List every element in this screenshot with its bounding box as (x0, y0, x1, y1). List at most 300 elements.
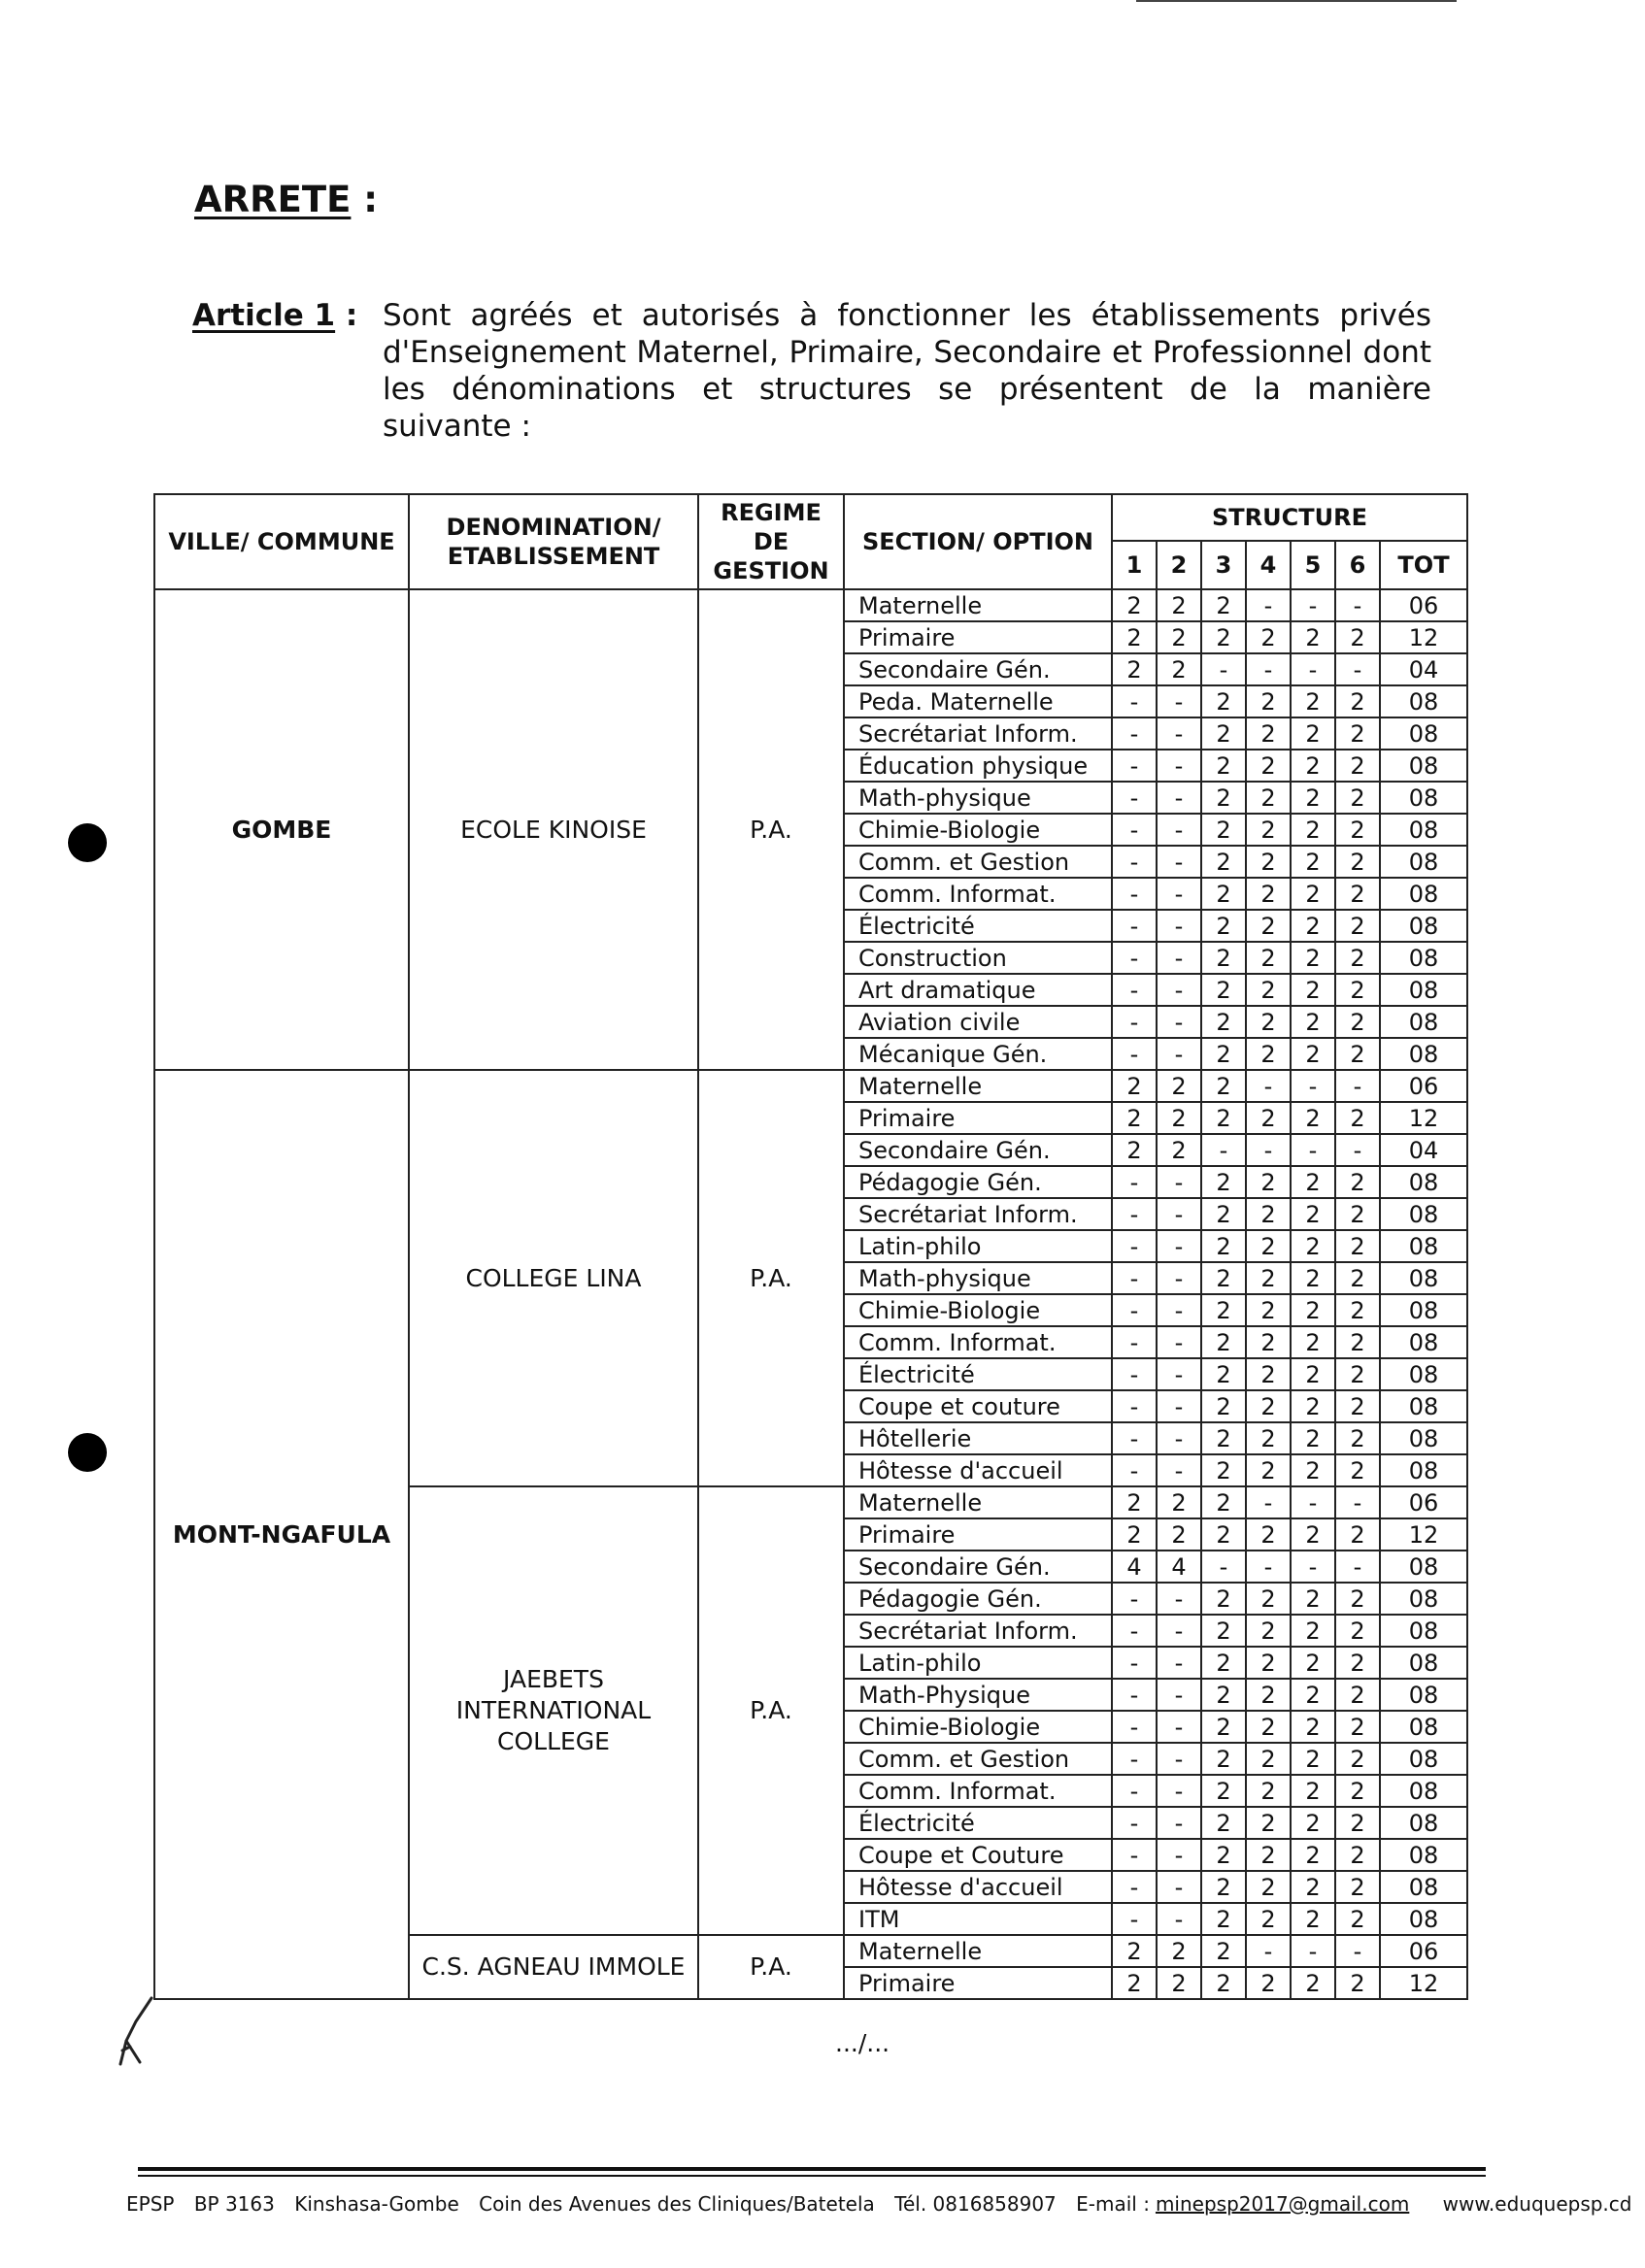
structure-cell: - (1157, 1454, 1201, 1486)
structure-cell: - (1157, 1871, 1201, 1903)
structure-cell: - (1246, 1134, 1291, 1166)
structure-cell: 2 (1335, 974, 1380, 1006)
structure-cell: 2 (1201, 1422, 1246, 1454)
structure-cell: - (1157, 1166, 1201, 1198)
option-cell: Art dramatique (844, 974, 1112, 1006)
structure-cell: 2 (1201, 1294, 1246, 1326)
structure-cell: 2 (1201, 1390, 1246, 1422)
structure-cell: - (1112, 1230, 1157, 1262)
structure-cell: - (1112, 1807, 1157, 1839)
structure-cell: 2 (1246, 1262, 1291, 1294)
regime-cell: P.A. (698, 1486, 844, 1935)
option-cell: Comm. Informat. (844, 878, 1112, 910)
footer-rule-thin (138, 2175, 1486, 2177)
structure-cell: - (1335, 1935, 1380, 1967)
structure-cell: 2 (1335, 878, 1380, 910)
total-cell: 08 (1380, 1422, 1467, 1454)
option-cell: Aviation civile (844, 1006, 1112, 1038)
structure-cell: 2 (1291, 1294, 1335, 1326)
option-cell: Latin-philo (844, 1230, 1112, 1262)
option-cell: Mécanique Gén. (844, 1038, 1112, 1070)
total-cell: 08 (1380, 685, 1467, 717)
table-body (154, 589, 1467, 1999)
structure-cell: 2 (1157, 1070, 1201, 1102)
structure-cell: 2 (1157, 1967, 1201, 1999)
structure-cell: - (1112, 910, 1157, 942)
structure-cell: 2 (1335, 846, 1380, 878)
option-cell: Primaire (844, 1967, 1112, 1999)
option-cell: Chimie-Biologie (844, 814, 1112, 846)
structure-cell: 2 (1201, 1166, 1246, 1198)
structure-cell: - (1112, 1743, 1157, 1775)
structure-cell: - (1246, 589, 1291, 621)
structure-cell: - (1112, 1262, 1157, 1294)
structure-cell: 2 (1291, 685, 1335, 717)
structure-cell: - (1157, 782, 1201, 814)
structure-cell: 2 (1291, 1038, 1335, 1070)
structure-cell: 2 (1335, 942, 1380, 974)
structure-cell: 2 (1246, 717, 1291, 750)
structure-cell: 2 (1246, 1422, 1291, 1454)
option-cell: Pédagogie Gén. (844, 1166, 1112, 1198)
structure-cell: 2 (1335, 1967, 1380, 1999)
option-cell: Hôtesse d'accueil (844, 1871, 1112, 1903)
initials-mark (115, 1992, 163, 2070)
structure-cell: 4 (1112, 1551, 1157, 1583)
structure-cell: - (1112, 1775, 1157, 1807)
structure-cell: - (1157, 1326, 1201, 1358)
header-denomination: DENOMINATION/ ETABLISSEMENT (409, 494, 698, 589)
option-cell: Coupe et Couture (844, 1839, 1112, 1871)
total-cell: 12 (1380, 1518, 1467, 1551)
structure-cell: 2 (1112, 653, 1157, 685)
structure-cell: - (1291, 1070, 1335, 1102)
structure-cell: - (1112, 974, 1157, 1006)
option-cell: Hôtesse d'accueil (844, 1454, 1112, 1486)
structure-cell: 2 (1291, 1775, 1335, 1807)
structure-cell: - (1157, 1647, 1201, 1679)
option-cell: Chimie-Biologie (844, 1294, 1112, 1326)
total-cell: 08 (1380, 1839, 1467, 1871)
structure-cell: 2 (1291, 1454, 1335, 1486)
structure-cell: 2 (1335, 685, 1380, 717)
footer-web[interactable]: www.eduquepsp.cd (1442, 2192, 1632, 2216)
structure-cell: 2 (1335, 814, 1380, 846)
structure-cell: 2 (1291, 1615, 1335, 1647)
structure-cell: - (1246, 1935, 1291, 1967)
structure-cell: 2 (1291, 1326, 1335, 1358)
total-cell: 12 (1380, 1102, 1467, 1134)
structure-cell: - (1157, 878, 1201, 910)
structure-cell: 2 (1246, 1615, 1291, 1647)
structure-cell: 2 (1201, 1518, 1246, 1551)
structure-cell: 2 (1335, 621, 1380, 653)
school-name-cell: COLLEGE LINA (409, 1070, 698, 1486)
total-cell: 06 (1380, 589, 1467, 621)
structure-cell: 2 (1335, 1006, 1380, 1038)
structure-cell: 2 (1201, 878, 1246, 910)
structure-cell: 2 (1291, 1390, 1335, 1422)
continuation-mark: .../... (835, 2029, 890, 2057)
structure-cell: 2 (1291, 782, 1335, 814)
structure-cell: 2 (1246, 1647, 1291, 1679)
commune-cell: GOMBE (154, 589, 409, 1070)
structure-cell: - (1112, 1294, 1157, 1326)
structure-cell: - (1157, 910, 1201, 942)
punch-hole-dot (68, 823, 107, 862)
structure-cell: - (1157, 1006, 1201, 1038)
structure-cell: 2 (1335, 750, 1380, 782)
page-heading (194, 179, 378, 220)
structure-cell: - (1112, 1903, 1157, 1935)
structure-cell: - (1157, 750, 1201, 782)
regime-cell: P.A. (698, 589, 844, 1070)
structure-cell: 2 (1335, 1230, 1380, 1262)
total-cell: 08 (1380, 1326, 1467, 1358)
structure-cell: 2 (1201, 1807, 1246, 1839)
structure-cell: - (1246, 1486, 1291, 1518)
total-cell: 08 (1380, 750, 1467, 782)
footer-rule (138, 2167, 1486, 2171)
option-cell: Comm. Informat. (844, 1326, 1112, 1358)
structure-cell: - (1112, 1422, 1157, 1454)
structure-cell: - (1157, 1711, 1201, 1743)
structure-cell: 2 (1335, 1262, 1380, 1294)
structure-cell: - (1157, 1390, 1201, 1422)
structure-cell: 2 (1246, 1711, 1291, 1743)
structure-cell: 2 (1335, 1711, 1380, 1743)
structure-cell: 2 (1291, 1230, 1335, 1262)
structure-cell: 2 (1201, 621, 1246, 653)
structure-cell: 2 (1246, 685, 1291, 717)
structure-cell: - (1112, 1583, 1157, 1615)
structure-cell: 2 (1246, 1390, 1291, 1422)
structure-cell: 2 (1246, 878, 1291, 910)
structure-cell: 2 (1335, 1166, 1380, 1198)
structure-cell: - (1112, 1615, 1157, 1647)
header-col-6: 6 (1335, 541, 1380, 589)
structure-cell: - (1112, 1839, 1157, 1871)
option-cell: Primaire (844, 1102, 1112, 1134)
header-col-3: 3 (1201, 541, 1246, 589)
structure-cell: 2 (1246, 1903, 1291, 1935)
structure-cell: 2 (1335, 1615, 1380, 1647)
total-cell: 08 (1380, 1647, 1467, 1679)
total-cell: 04 (1380, 1134, 1467, 1166)
structure-cell: 2 (1201, 1775, 1246, 1807)
structure-cell: - (1291, 653, 1335, 685)
footer (126, 2192, 1645, 2216)
structure-cell: - (1201, 1134, 1246, 1166)
footer-bp: BP 3163 (193, 2192, 275, 2216)
structure-cell: - (1246, 653, 1291, 685)
structure-cell: 2 (1291, 1743, 1335, 1775)
option-cell: Pédagogie Gén. (844, 1583, 1112, 1615)
structure-cell: 2 (1201, 1839, 1246, 1871)
structure-cell: 2 (1201, 1358, 1246, 1390)
structure-cell: 2 (1201, 1615, 1246, 1647)
structure-cell: 2 (1201, 717, 1246, 750)
structure-cell: 2 (1201, 942, 1246, 974)
structure-cell: 2 (1335, 1775, 1380, 1807)
structure-cell: - (1157, 942, 1201, 974)
structure-cell: - (1157, 717, 1201, 750)
total-cell: 08 (1380, 1807, 1467, 1839)
structure-cell: - (1335, 1486, 1380, 1518)
structure-cell: 2 (1157, 589, 1201, 621)
structure-cell: 2 (1246, 1583, 1291, 1615)
structure-cell: 2 (1246, 1198, 1291, 1230)
structure-cell: 2 (1201, 1967, 1246, 1999)
structure-cell: 2 (1201, 589, 1246, 621)
total-cell: 04 (1380, 653, 1467, 685)
option-cell: Éducation physique (844, 750, 1112, 782)
total-cell: 08 (1380, 942, 1467, 974)
structure-cell: - (1112, 878, 1157, 910)
structure-cell: 2 (1246, 814, 1291, 846)
article-text: Sont agréés et autorisés à fonctionner les établissements privés d'Enseignement Maternel, Primaire, Secondaire et Professionnel dont les dénominations et structures se présentent de la manière suivante : (383, 298, 1431, 444)
school-name-cell: JAEBETS INTERNATIONAL COLLEGE (409, 1486, 698, 1935)
footer-email[interactable]: minepsp2017@gmail.com (1155, 2192, 1410, 2216)
total-cell: 08 (1380, 878, 1467, 910)
total-cell: 08 (1380, 1358, 1467, 1390)
structure-cell: 2 (1201, 1038, 1246, 1070)
structure-cell: - (1112, 1390, 1157, 1422)
structure-cell: 2 (1157, 1134, 1201, 1166)
total-cell: 08 (1380, 1262, 1467, 1294)
option-cell: Primaire (844, 621, 1112, 653)
structure-cell: - (1157, 814, 1201, 846)
structure-cell: 2 (1112, 1967, 1157, 1999)
option-cell: Coupe et couture (844, 1390, 1112, 1422)
article-label (192, 297, 357, 334)
structure-cell: - (1291, 1935, 1335, 1967)
header-regime: REGIME DE GESTION (698, 494, 844, 589)
structure-cell: 2 (1335, 782, 1380, 814)
table-row (154, 1070, 1467, 1102)
structure-cell: 2 (1291, 1807, 1335, 1839)
header-ville: VILLE/ COMMUNE (154, 494, 409, 589)
structure-cell: - (1112, 1871, 1157, 1903)
structure-cell: 2 (1246, 1294, 1291, 1326)
structure-cell: - (1112, 1358, 1157, 1390)
structure-cell: 2 (1291, 717, 1335, 750)
structure-cell: 2 (1246, 782, 1291, 814)
structure-cell: - (1291, 1134, 1335, 1166)
total-cell: 12 (1380, 621, 1467, 653)
structure-cell: 2 (1201, 1711, 1246, 1743)
structure-cell: - (1112, 1679, 1157, 1711)
structure-cell: 2 (1291, 1166, 1335, 1198)
structure-cell: 2 (1335, 1102, 1380, 1134)
structure-cell: 2 (1291, 846, 1335, 878)
total-cell: 08 (1380, 1775, 1467, 1807)
structure-cell: 2 (1291, 750, 1335, 782)
structure-cell: 2 (1112, 1935, 1157, 1967)
structure-cell: 2 (1201, 750, 1246, 782)
structure-cell: - (1335, 589, 1380, 621)
structure-cell: 2 (1335, 1518, 1380, 1551)
structure-cell: 2 (1291, 1871, 1335, 1903)
option-cell: Secrétariat Inform. (844, 1198, 1112, 1230)
header-section: SECTION/ OPTION (844, 494, 1112, 589)
option-cell: Maternelle (844, 589, 1112, 621)
option-cell: Chimie-Biologie (844, 1711, 1112, 1743)
structure-cell: 2 (1291, 1102, 1335, 1134)
structure-cell: 2 (1246, 1038, 1291, 1070)
structure-cell: 2 (1201, 782, 1246, 814)
structure-cell: 2 (1291, 1967, 1335, 1999)
structure-cell: - (1335, 1551, 1380, 1583)
structure-cell: - (1335, 1134, 1380, 1166)
structure-cell: 2 (1291, 1903, 1335, 1935)
structure-cell: 2 (1201, 1679, 1246, 1711)
structure-cell: 2 (1246, 1839, 1291, 1871)
structure-cell: 2 (1335, 1839, 1380, 1871)
structure-cell: 2 (1246, 942, 1291, 974)
structure-cell: 2 (1201, 846, 1246, 878)
structure-cell: 2 (1112, 1518, 1157, 1551)
option-cell: Secondaire Gén. (844, 653, 1112, 685)
structure-cell: 2 (1335, 910, 1380, 942)
total-cell: 08 (1380, 717, 1467, 750)
structure-cell: 2 (1291, 1422, 1335, 1454)
heading-text: ARRETE (194, 179, 352, 220)
school-name-cell: ECOLE KINOISE (409, 589, 698, 1070)
structure-cell: 2 (1335, 1807, 1380, 1839)
structure-cell: 2 (1291, 878, 1335, 910)
structure-cell: 2 (1246, 1006, 1291, 1038)
structure-cell: 2 (1201, 1903, 1246, 1935)
option-cell: Maternelle (844, 1070, 1112, 1102)
structure-cell: 2 (1201, 1326, 1246, 1358)
header-structure: STRUCTURE (1112, 494, 1467, 541)
structure-cell: 2 (1201, 1230, 1246, 1262)
option-cell: Math-physique (844, 782, 1112, 814)
structure-cell: - (1112, 1711, 1157, 1743)
option-cell: Électricité (844, 910, 1112, 942)
structure-cell: 2 (1201, 910, 1246, 942)
structure-cell: 2 (1291, 814, 1335, 846)
heading-colon: : (351, 179, 379, 220)
structure-cell: - (1112, 814, 1157, 846)
structure-cell: - (1112, 1006, 1157, 1038)
structure-cell: 2 (1201, 814, 1246, 846)
structure-cell: 2 (1112, 1486, 1157, 1518)
structure-cell: 2 (1112, 621, 1157, 653)
structure-cell: 2 (1291, 1006, 1335, 1038)
option-cell: Maternelle (844, 1486, 1112, 1518)
structure-cell: 2 (1291, 1647, 1335, 1679)
structure-cell: 2 (1112, 1070, 1157, 1102)
total-cell: 08 (1380, 1038, 1467, 1070)
structure-cell: - (1112, 717, 1157, 750)
structure-cell: 2 (1112, 1102, 1157, 1134)
structure-cell: 2 (1246, 1967, 1291, 1999)
total-cell: 12 (1380, 1967, 1467, 1999)
option-cell: Construction (844, 942, 1112, 974)
structure-cell: 2 (1246, 1679, 1291, 1711)
total-cell: 08 (1380, 1871, 1467, 1903)
structure-cell: - (1157, 1358, 1201, 1390)
structure-cell: - (1157, 1903, 1201, 1935)
total-cell: 08 (1380, 846, 1467, 878)
structure-cell: 2 (1246, 1230, 1291, 1262)
total-cell: 08 (1380, 1903, 1467, 1935)
structure-cell: 2 (1335, 1743, 1380, 1775)
structure-cell: 2 (1291, 1358, 1335, 1390)
header-col-5: 5 (1291, 541, 1335, 589)
structure-cell: 2 (1291, 974, 1335, 1006)
structure-cell: 2 (1335, 1294, 1380, 1326)
option-cell: Peda. Maternelle (844, 685, 1112, 717)
structure-cell: 2 (1201, 1935, 1246, 1967)
footer-org: EPSP (126, 2192, 175, 2216)
structure-cell: - (1112, 942, 1157, 974)
structure-cell: - (1157, 974, 1201, 1006)
structure-cell: - (1157, 1839, 1201, 1871)
punch-hole-dot (68, 1433, 107, 1472)
structure-cell: 2 (1246, 910, 1291, 942)
option-cell: Secrétariat Inform. (844, 1615, 1112, 1647)
structure-cell: 2 (1291, 1262, 1335, 1294)
structure-cell: 2 (1335, 1326, 1380, 1358)
structure-cell: 2 (1201, 974, 1246, 1006)
option-cell: Primaire (844, 1518, 1112, 1551)
total-cell: 08 (1380, 1583, 1467, 1615)
structure-cell: - (1112, 1038, 1157, 1070)
structure-cell: - (1157, 1422, 1201, 1454)
structure-cell: 2 (1201, 1871, 1246, 1903)
option-cell: Électricité (844, 1358, 1112, 1390)
option-cell: Latin-philo (844, 1647, 1112, 1679)
structure-cell: 2 (1201, 1262, 1246, 1294)
structure-cell: 2 (1201, 1743, 1246, 1775)
total-cell: 08 (1380, 814, 1467, 846)
structure-cell: 2 (1246, 1358, 1291, 1390)
total-cell: 08 (1380, 1294, 1467, 1326)
structure-cell: 2 (1201, 1486, 1246, 1518)
structure-cell: - (1157, 1583, 1201, 1615)
structure-cell: 2 (1335, 1038, 1380, 1070)
article-label-text: Article 1 (192, 298, 336, 333)
structure-cell: 2 (1246, 1102, 1291, 1134)
structure-cell: 2 (1246, 1326, 1291, 1358)
structure-cell: 2 (1112, 589, 1157, 621)
structure-table (153, 493, 1468, 2000)
structure-cell: 2 (1157, 1486, 1201, 1518)
structure-cell: - (1112, 750, 1157, 782)
structure-cell: 2 (1335, 1583, 1380, 1615)
option-cell: Math-physique (844, 1262, 1112, 1294)
structure-cell: - (1112, 1166, 1157, 1198)
structure-cell: - (1112, 1198, 1157, 1230)
structure-cell: - (1157, 846, 1201, 878)
total-cell: 08 (1380, 1743, 1467, 1775)
structure-cell: - (1112, 1647, 1157, 1679)
structure-cell: 2 (1112, 1134, 1157, 1166)
structure-cell: 2 (1246, 1454, 1291, 1486)
structure-cell: 2 (1201, 1070, 1246, 1102)
structure-cell: 2 (1246, 1775, 1291, 1807)
structure-cell: - (1157, 1230, 1201, 1262)
structure-cell: 2 (1335, 1454, 1380, 1486)
structure-cell: 2 (1291, 621, 1335, 653)
structure-cell: - (1157, 1807, 1201, 1839)
option-cell: Secondaire Gén. (844, 1134, 1112, 1166)
structure-cell: - (1201, 653, 1246, 685)
structure-cell: 2 (1246, 1743, 1291, 1775)
